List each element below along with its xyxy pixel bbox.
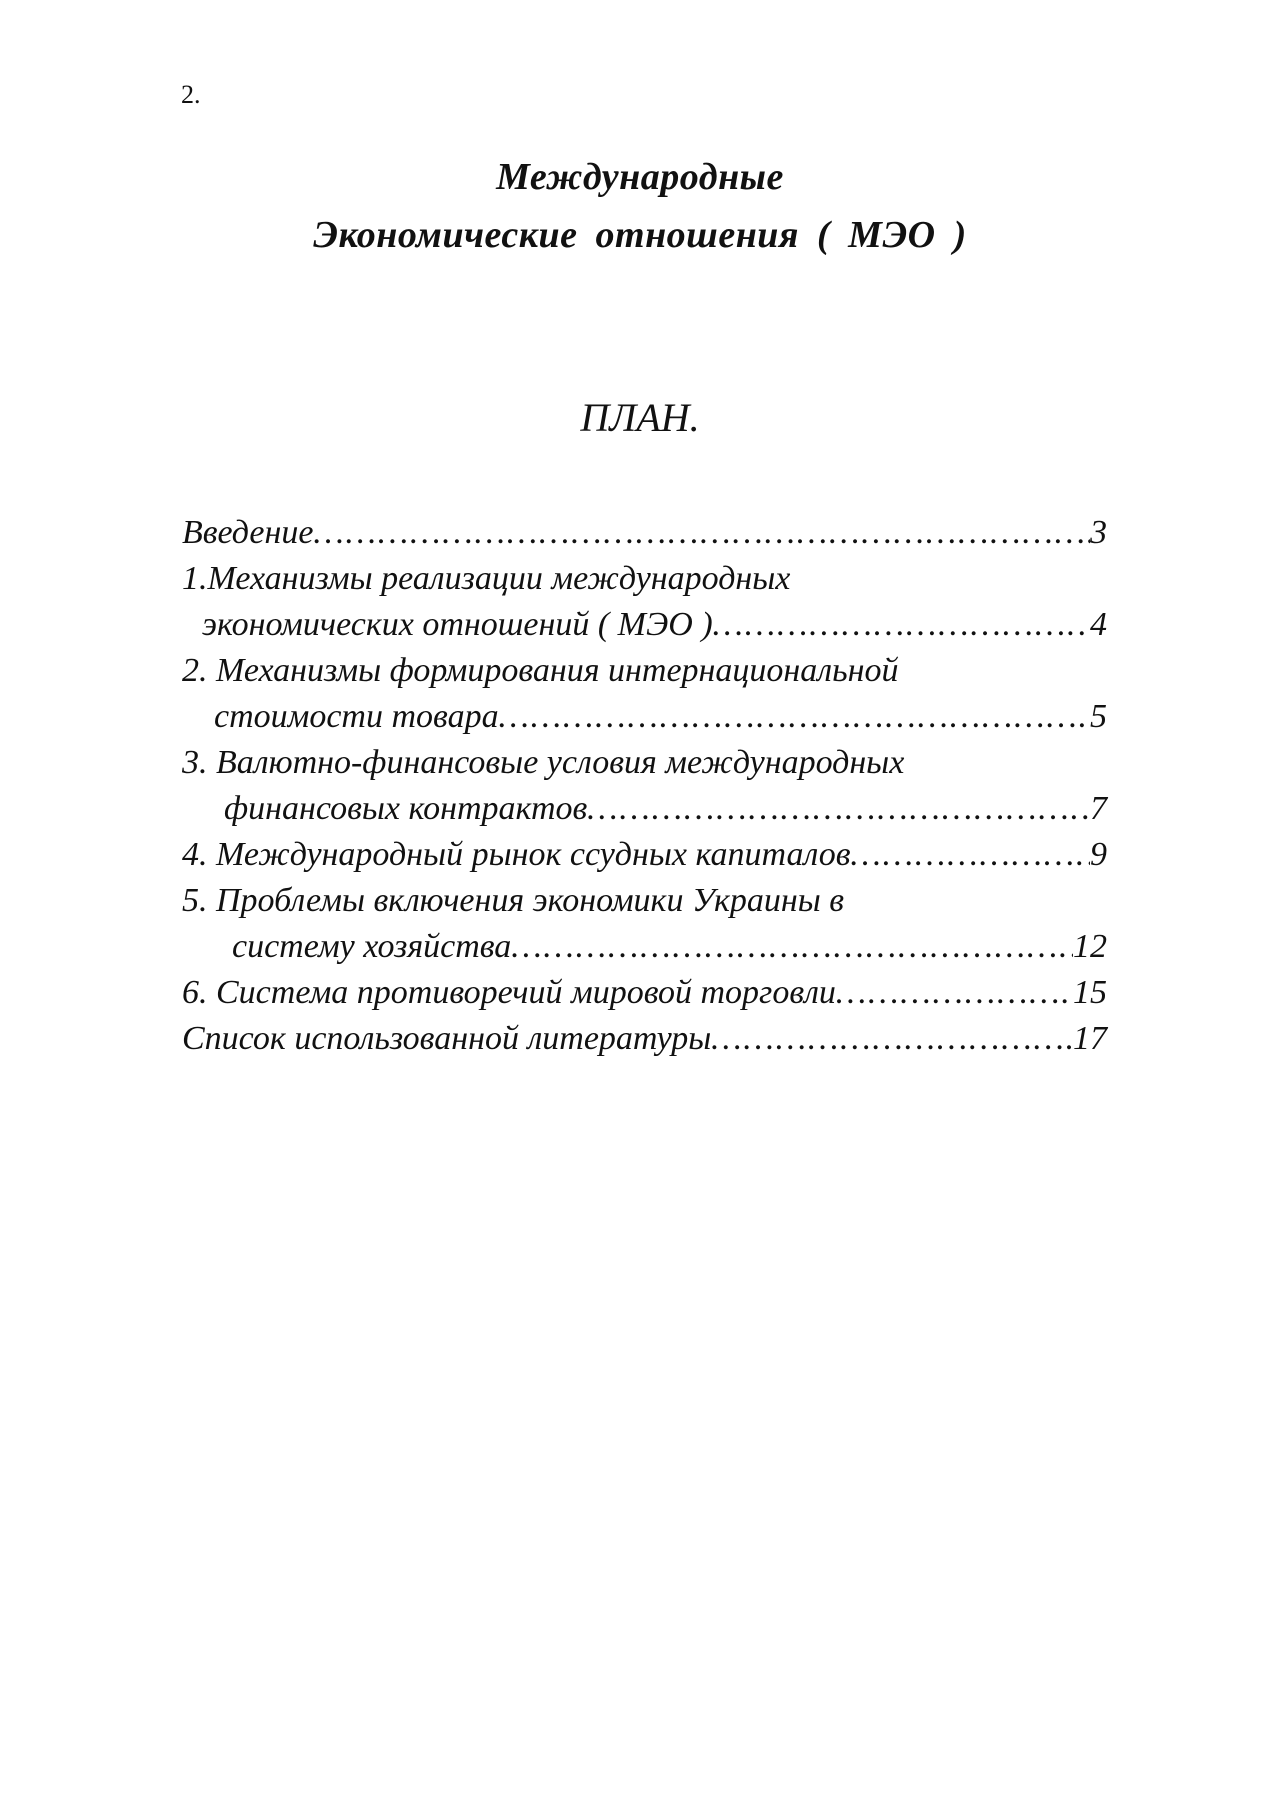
toc-entry-5-line-1 [182, 878, 1107, 924]
toc-entry-references [182, 1016, 1107, 1062]
table-of-contents [182, 510, 1107, 1062]
toc-entry-text: 3. Валютно-финансовые условия международных [182, 744, 905, 781]
toc-leader-dots [511, 924, 1073, 970]
toc-entry-text: 1.Механизмы реализации международных [182, 560, 791, 597]
toc-entry-1-line-2 [182, 602, 1107, 648]
toc-entry-text: 4. Международный рынок ссудных капиталов [182, 836, 851, 873]
toc-entry-text: 5. Проблемы включения экономики Украины в [182, 882, 845, 919]
toc-entry-2-line-2 [182, 694, 1107, 740]
toc-entry-page: 12 [1073, 928, 1107, 965]
plan-heading: ПЛАН. [580, 395, 700, 440]
toc-entry-text: Список использованной литературы [182, 1020, 712, 1057]
toc-entry-5-line-2 [182, 924, 1107, 970]
document-title-line-2: Экономические отношения ( МЭО ) [313, 214, 967, 256]
toc-leader-dots [836, 970, 1073, 1016]
document-title-line-1: Международные [496, 156, 784, 198]
toc-entry-text: систему хозяйства [232, 928, 512, 965]
toc-leader-dots [587, 786, 1090, 832]
toc-leader-dots [499, 694, 1090, 740]
toc-entry-text: стоимости товара [214, 698, 499, 735]
toc-entry-page: 5 [1090, 698, 1107, 735]
toc-entry-introduction [182, 510, 1107, 556]
toc-entry-text: экономических отношений ( МЭО ) [202, 606, 713, 643]
toc-entry-text: 6. Система противоречий мировой торговли [182, 974, 836, 1011]
toc-leader-dots [851, 832, 1090, 878]
toc-entry-page: 17 [1073, 1020, 1107, 1057]
toc-leader-dots [713, 602, 1090, 648]
toc-entry-3-line-2 [182, 786, 1107, 832]
toc-entry-text: финансовых контрактов [224, 790, 588, 827]
toc-leader-dots [711, 1016, 1073, 1062]
toc-entry-page: 3 [1090, 514, 1107, 551]
toc-entry-page: 9 [1090, 836, 1107, 873]
toc-entry-page: 15 [1073, 974, 1107, 1011]
toc-entry-3-line-1 [182, 740, 1107, 786]
toc-entry-2-line-1 [182, 648, 1107, 694]
toc-leader-dots [313, 510, 1090, 556]
page-number: 2. [181, 80, 201, 109]
toc-entry-text: 2. Механизмы формирования интернациональной [182, 652, 899, 689]
toc-entry-page: 7 [1090, 790, 1107, 827]
toc-entry-page: 4 [1090, 606, 1107, 643]
toc-entry-4 [182, 832, 1107, 878]
toc-entry-6 [182, 970, 1107, 1016]
toc-entry-1-line-1 [182, 556, 1107, 602]
toc-entry-text: Введение [182, 514, 314, 551]
